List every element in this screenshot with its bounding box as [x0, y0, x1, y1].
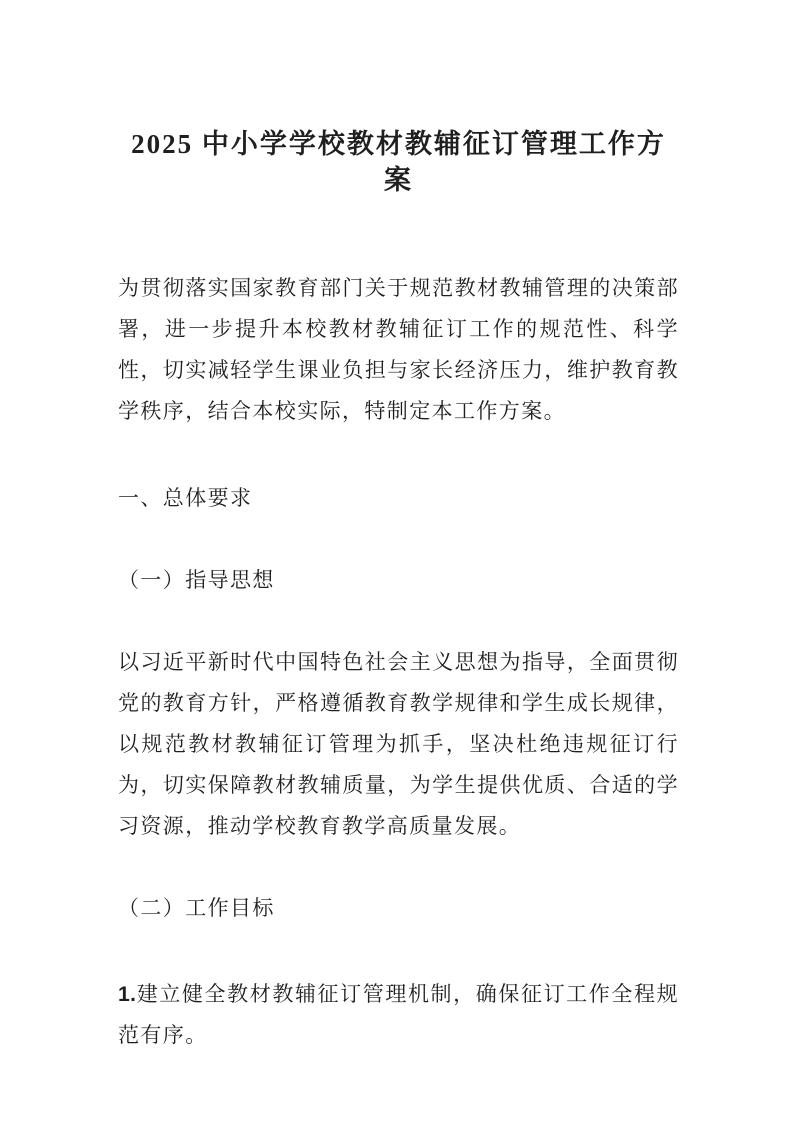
heading-overall-requirements: 一、总体要求 [118, 486, 253, 510]
heading-work-goals: （二）工作目标 [118, 896, 275, 920]
work-goal-item-text: 建立健全教材教辅征订管理机制，确保征订工作全程规范有序。 [118, 982, 679, 1047]
work-goal-item-number: 1. [118, 983, 137, 1006]
document-title: 2025 中小学学校教材教辅征订管理工作方案 [131, 129, 666, 195]
work-goal-item-1 [118, 974, 679, 1056]
intro-paragraph: 为贯彻落实国家教育部门关于规范教材教辅管理的决策部署，进一步提升本校教材教辅征订工作的规范性、科学性，切实减轻学生课业负担与家长经济压力，维护教育教学秩序，结合本校实际，特制定本工作方案。 [118, 276, 679, 423]
heading-guiding-ideology: （一）指导思想 [118, 568, 275, 592]
guiding-ideology-paragraph: 以习近平新时代中国特色社会主义思想为指导，全面贯彻党的教育方针，严格遵循教育教学规律和学生成长规律，以规范教材教辅征订管理为抓手，坚决杜绝违规征订行为，切实保障教材教辅质量，为学生提供优质、合适的学习资源，推动学校教育教学高质量发展。 [118, 650, 679, 838]
